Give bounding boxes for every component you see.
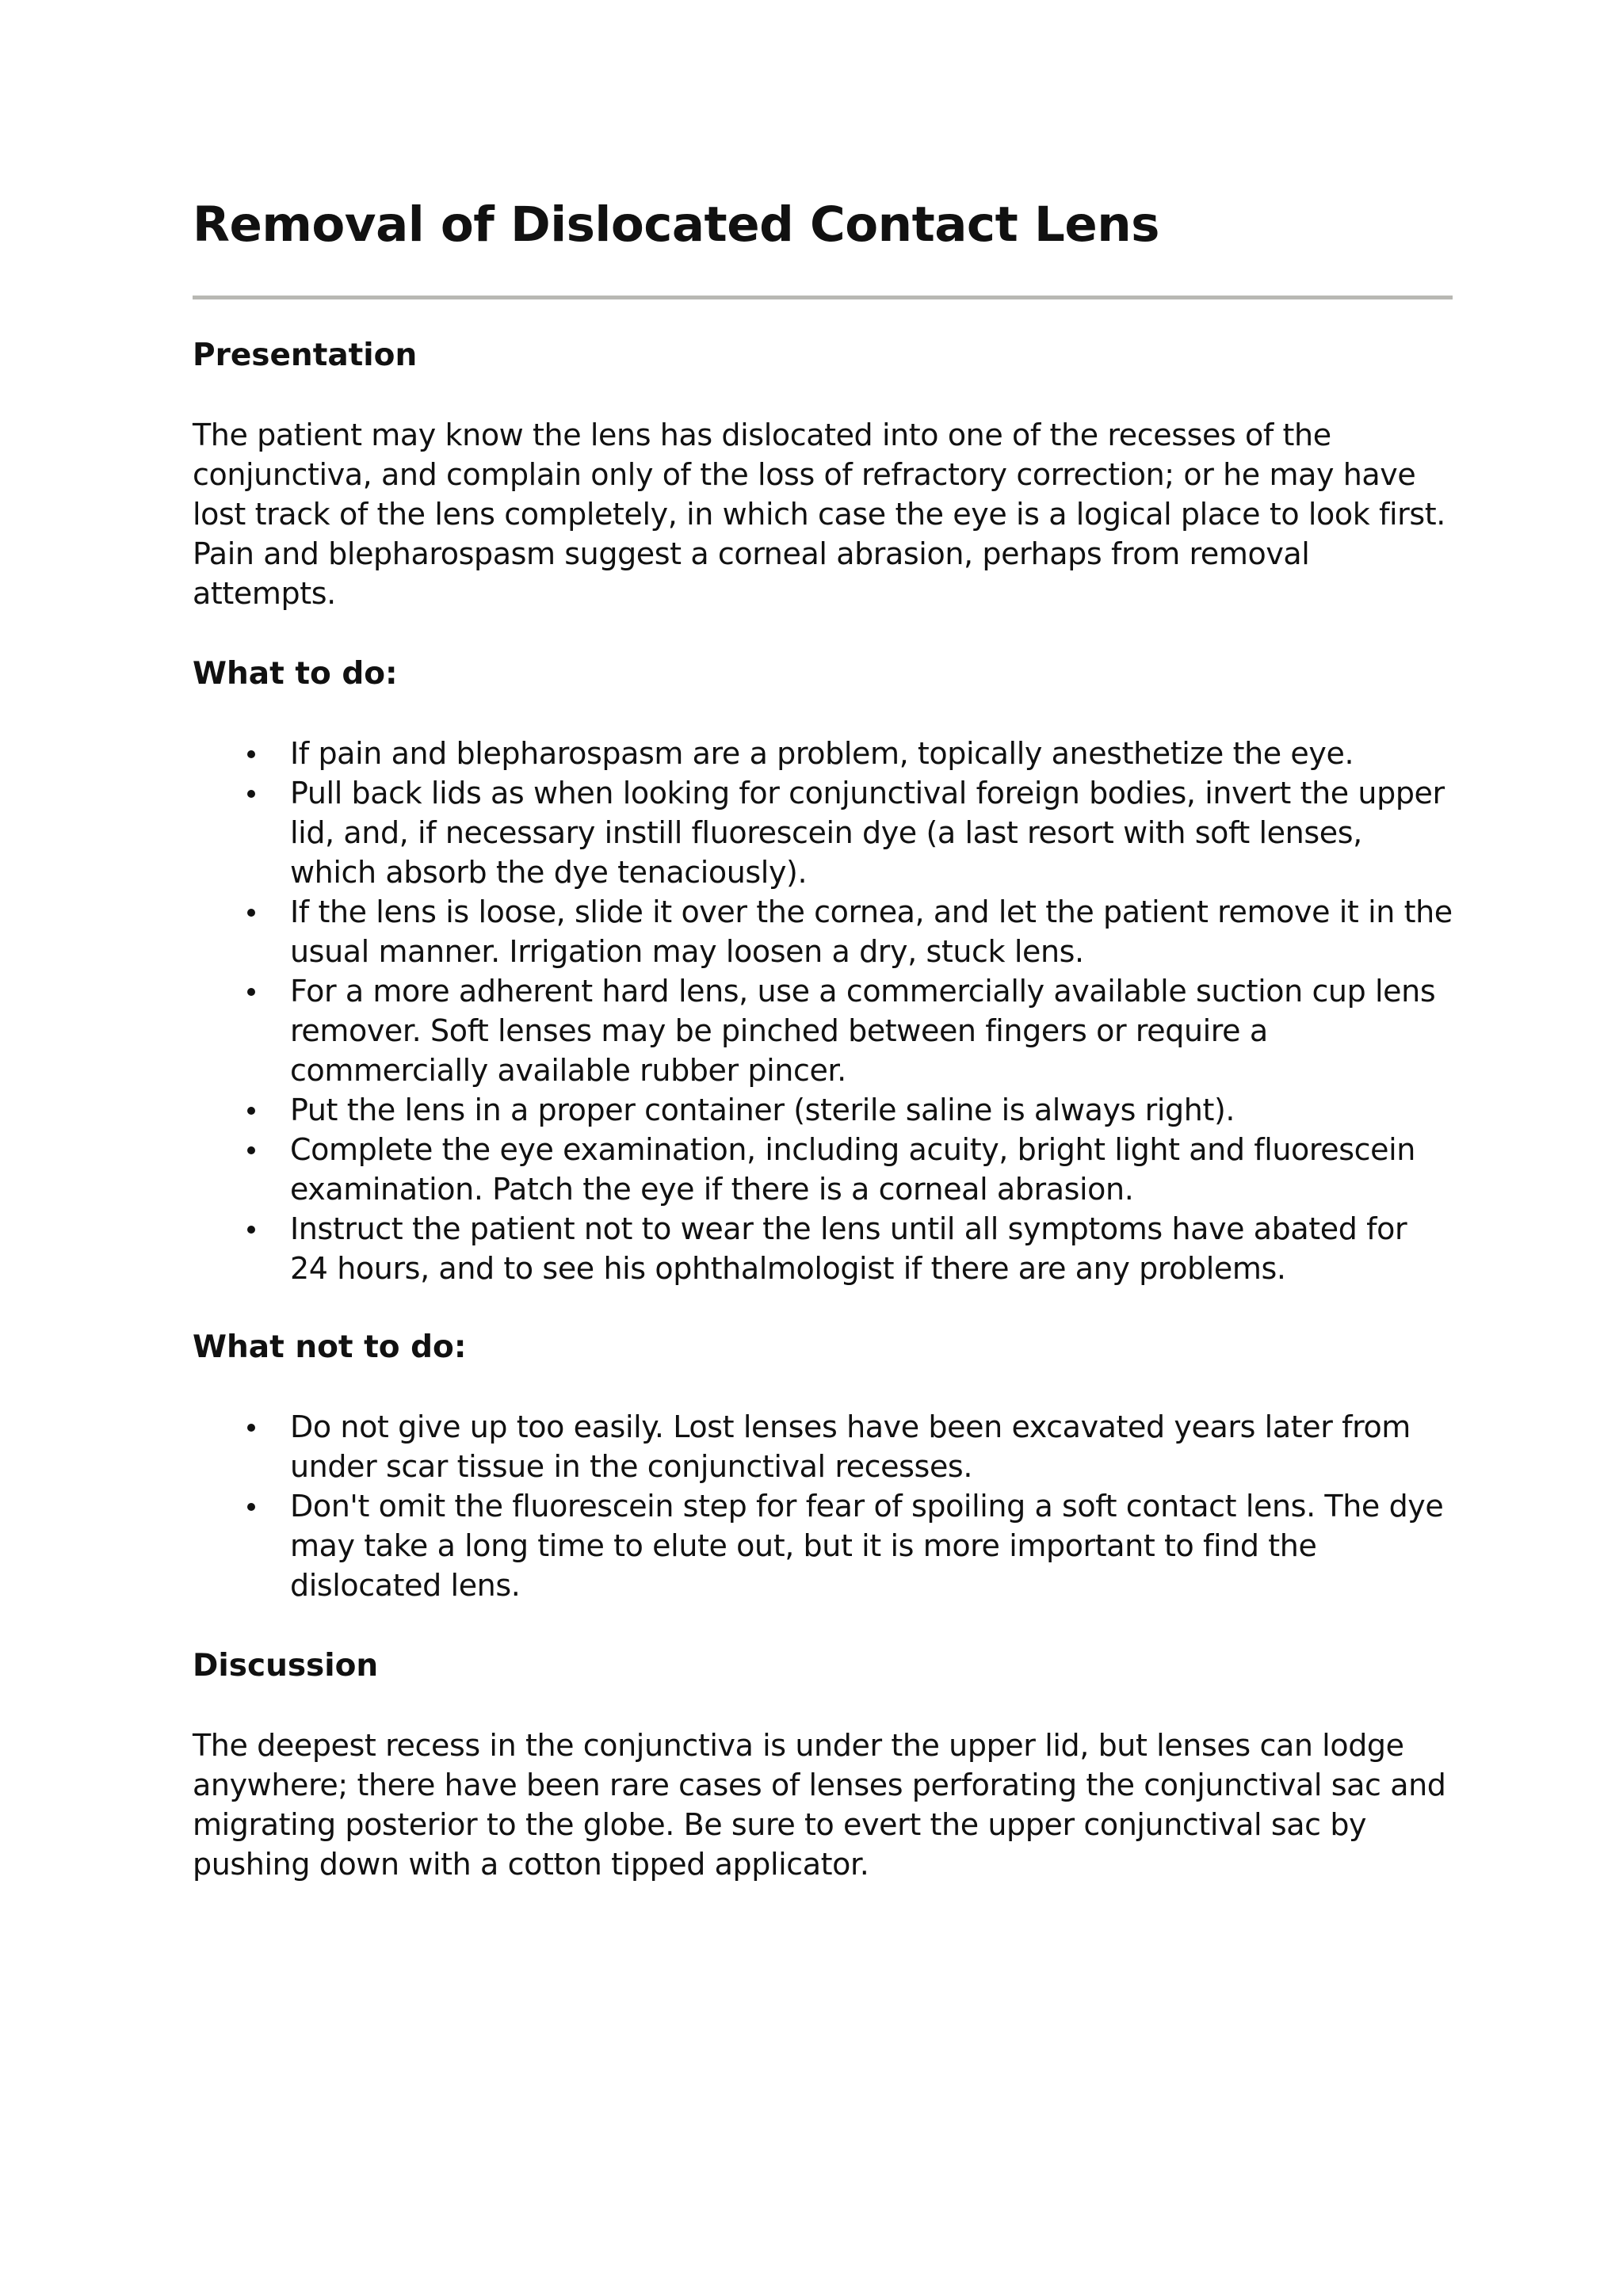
list-item-text: If the lens is loose, slide it over the cornea, and let the patient remove it in the usual manner. Irrigation may loosen a dry, stuck lens. <box>290 894 1453 969</box>
list-item <box>193 971 1453 1090</box>
list-what-to-do <box>193 734 1453 1288</box>
list-what-not-to-do <box>193 1407 1453 1605</box>
paragraph-discussion: The deepest recess in the conjunctiva is under the upper lid, but lenses can lodge anywhere; there have been rare cases of lenses perforating the conjunctival sac and migrating posterior to the globe. Be sure to evert the upper conjunctival sac by pushing down with a cotton tipped applicator. <box>193 1728 1446 1882</box>
list-item-text: For a more adherent hard lens, use a commercially available suction cup lens remover. Soft lenses may be pinched between fingers or require a commercially available rubber pincer. <box>290 974 1436 1088</box>
heading-what-to-do: What to do: <box>193 656 398 692</box>
paragraph-presentation: The patient may know the lens has dislocated into one of the recesses of the conjunctiva, and complain only of the loss of refractory correction; or he may have lost track of the lens completely, in which case the eye is a logical place to look first. Pain and blepharospasm suggest a corneal abrasion, perhaps from removal attempts. <box>193 418 1445 611</box>
bullet-icon <box>247 1146 255 1154</box>
list-item-text: Do not give up too easily. Lost lenses have been excavated years later from under scar tissue in the conjunctival recesses. <box>290 1409 1411 1484</box>
list-item-text: Complete the eye examination, including acuity, bright light and fluorescein examination. Patch the eye if there is a corneal abrasion. <box>290 1132 1415 1207</box>
list-item-text: Instruct the patient not to wear the lens until all symptoms have abated for 24 hours, and to see his ophthalmologist if there are any problems. <box>290 1211 1407 1286</box>
list-item <box>193 1090 1453 1130</box>
list-item-text: Put the lens in a proper container (sterile saline is always right). <box>290 1093 1235 1127</box>
list-item-text: Don't omit the fluorescein step for fear of spoiling a soft contact lens. The dye may take a long time to elute out, but it is more important to find the dislocated lens. <box>290 1489 1444 1603</box>
list-item-text: Pull back lids as when looking for conjunctival foreign bodies, invert the upper lid, and, if necessary instill fluorescein dye (a last resort with soft lenses, which absorb the dye tenaciously). <box>290 776 1445 890</box>
heading-presentation: Presentation <box>193 338 418 373</box>
document-page <box>193 189 1453 1884</box>
heading-what-not-to-do: What not to do: <box>193 1329 467 1365</box>
list-item <box>193 773 1453 892</box>
bullet-icon <box>247 909 255 917</box>
list-item <box>193 1407 1453 1486</box>
bullet-icon <box>247 790 255 798</box>
bullet-icon <box>247 1503 255 1511</box>
list-item <box>193 1130 1453 1209</box>
list-item <box>193 892 1453 971</box>
bullet-icon <box>247 1107 255 1115</box>
bullet-icon <box>247 1424 255 1432</box>
bullet-icon <box>247 988 255 996</box>
title-divider <box>193 296 1453 299</box>
bullet-icon <box>247 1226 255 1234</box>
heading-discussion: Discussion <box>193 1648 379 1684</box>
document-title: Removal of Dislocated Contact Lens <box>193 196 1159 253</box>
list-item <box>193 734 1453 773</box>
bullet-icon <box>247 750 255 758</box>
list-item <box>193 1209 1453 1288</box>
list-item-text: If pain and blepharospasm are a problem, topically anesthetize the eye. <box>290 736 1354 771</box>
list-item <box>193 1486 1453 1605</box>
